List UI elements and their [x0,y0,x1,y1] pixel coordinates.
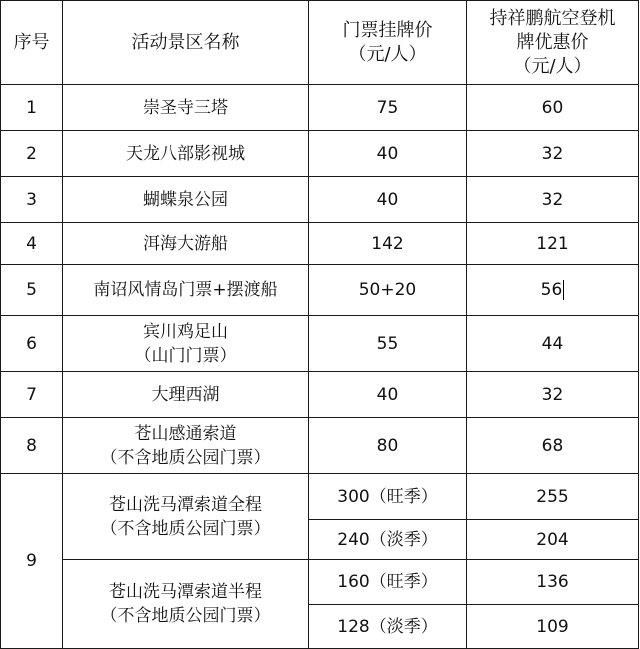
row-index: 2 [1,131,63,177]
row-index: 5 [1,265,63,316]
header-row [1,1,639,85]
row-discount-peak: 136 [467,560,639,605]
row-index: 9 [1,474,63,649]
row-discount: 68 [467,418,639,474]
row-discount-off: 109 [467,605,639,649]
table-row [1,316,639,372]
row-price: 40 [309,131,467,177]
header-discount-line2: 牌优惠价 [516,31,589,53]
row-discount-peak: 255 [467,474,639,520]
table-row [1,418,639,474]
row-price: 75 [309,85,467,131]
row-discount: 44 [467,316,639,372]
row-price-peak: 160（旺季） [309,560,467,605]
row-price-off: 240（淡季） [309,520,467,560]
row-price: 50+20 [309,265,467,316]
row-price: 80 [309,418,467,474]
header-discount-line3: （元/人） [513,55,592,77]
row-name: 宾川鸡足山 [143,321,228,342]
header-price-line1: 门票挂牌价 [342,19,433,41]
row-name: 蝴蝶泉公园 [63,177,309,223]
table-row [1,372,639,418]
row-index: 4 [1,223,63,265]
header-price-line2: （元/人） [348,43,427,65]
row-price: 142 [309,223,467,265]
row-index: 8 [1,418,63,474]
table-row [1,177,639,223]
table-row [1,223,639,265]
row-discount-off: 204 [467,520,639,560]
text-cursor [563,280,564,300]
header-discount [467,1,639,85]
row-name-sub: （不含地质公园门票） [100,606,271,626]
row-name-sub: （不含地质公园门票） [100,518,271,539]
row-discount: 32 [467,177,639,223]
table-row [1,85,639,131]
row-name-cell [63,474,309,560]
row-name: 崇圣寺三塔 [63,85,309,131]
header-name: 活动景区名称 [63,1,309,85]
row-name-cell [63,418,309,474]
table-row [1,560,639,605]
row-discount: 60 [467,85,639,131]
row-name: 苍山感通索道 [134,423,237,444]
row-name: 洱海大游船 [63,223,309,265]
row-index: 6 [1,316,63,372]
row-price: 40 [309,372,467,418]
row-name: 南诏风情岛门票+摆渡船 [63,265,309,316]
row-name-sub: （不含地质公园门票） [100,447,271,468]
row-index: 3 [1,177,63,223]
row-name-cell [63,316,309,372]
row-index: 1 [1,85,63,131]
row-price-peak: 300（旺季） [309,474,467,520]
row-discount: 121 [467,223,639,265]
row-index: 7 [1,372,63,418]
header-index: 序号 [1,1,63,85]
row-name: 苍山洗马潭索道半程 [109,582,262,602]
header-discount-line1: 持祥鹏航空登机 [489,7,616,29]
row-discount: 32 [467,372,639,418]
row-name-sub: （山门门票） [134,345,237,366]
table-row [1,474,639,520]
row-price: 40 [309,177,467,223]
row-name-cell [63,560,309,649]
table-row [1,265,639,316]
row-discount-cell [467,265,639,316]
table-row [1,131,639,177]
row-price-off: 128（淡季） [309,605,467,649]
row-name: 大理西湖 [63,372,309,418]
row-name: 苍山洗马潭索道全程 [109,494,262,515]
row-discount: 56 [540,280,563,300]
row-price: 55 [309,316,467,372]
header-price [309,1,467,85]
row-name: 天龙八部影视城 [63,131,309,177]
row-discount: 32 [467,131,639,177]
